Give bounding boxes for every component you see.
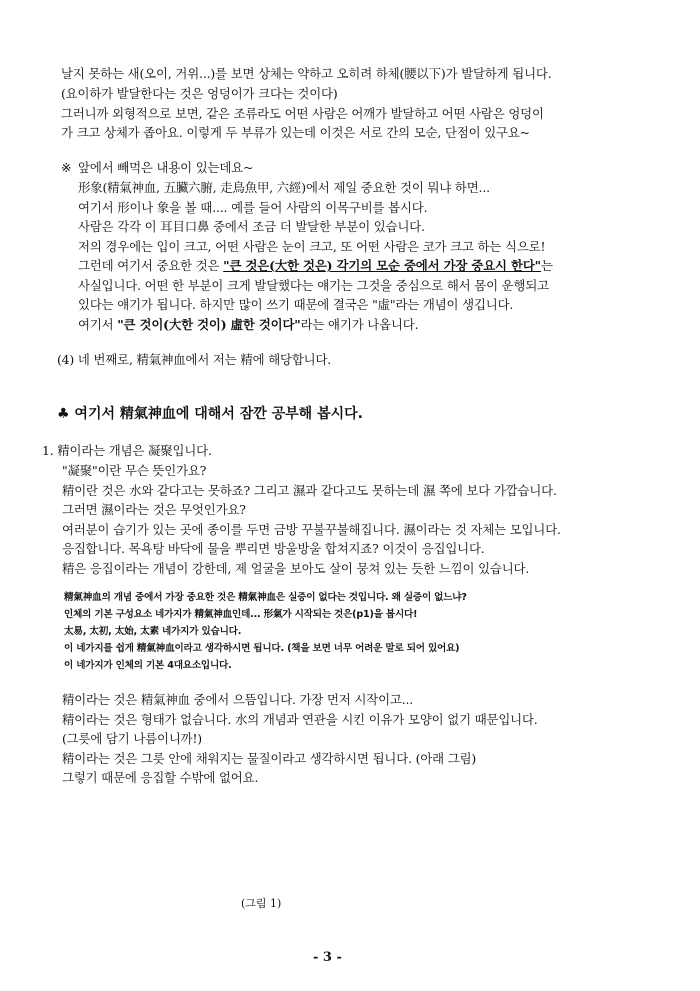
section1-line-3: 精이란 것은 水와 같다고는 못하죠? 그리고 濕과 같다고도 못하는데 濕 쪽에 보다 가깝습니다. [62, 483, 557, 498]
section1-line-7: 精은 응집이라는 개념이 강한데, 제 얼굴을 보아도 살이 뭉쳐 있는 듯한 느낌이 있습니다. [62, 561, 530, 576]
intro-line-1: 날지 못하는 새(오이, 거위...)를 보면 상체는 약하고 오히려 하체(腰以下)가 발달하게 됩니다. [61, 66, 552, 81]
section2-line-1: 精이라는 것은 精氣神血 중에서 으뜸입니다. 가장 먼저 시작이고... [62, 692, 414, 707]
note-key-line-underlined: "큰 것은(大한 것은) 각기의 모순 중에서 가장 중요시 한다" [223, 258, 541, 273]
section2-line-4: 精이라는 것은 그릇 안에 채워지는 물질이라고 생각하시면 됩니다. (아래 그림) [62, 751, 477, 766]
intro-line-4: 가 크고 상체가 좁아요. 이렇게 두 부류가 있는데 이것은 서로 간의 모순, 단점이 있구요~ [61, 125, 530, 140]
section-heading: ♣ 여기서 精氣神血에 대해서 잠깐 공부해 봅시다. [57, 406, 363, 422]
small-note-line-5: 이 네가지가 인체의 기본 4대요소입니다. [64, 660, 232, 671]
note-key-line-post: 는 [540, 258, 553, 273]
note-line-4: 사람은 각각 이 耳目口鼻 중에서 조금 더 발달한 부분이 있습니다. [78, 219, 425, 234]
note-last-line-post: 라는 얘기가 나옵니다. [300, 317, 419, 332]
intro-line-3: 그러니까 외형적으로 보면, 같은 조류라도 어떤 사람은 어깨가 발달하고 어떤 사람은 엉덩이 [61, 106, 544, 121]
page-number: - 3 - [313, 950, 342, 965]
point-4: (4) 네 번째로, 精氣神血에서 저는 精에 해당합니다. [57, 352, 332, 367]
note-line-3: 여기서 形이나 象을 볼 때.... 예를 들어 사람의 이목구비를 봅시다. [78, 200, 428, 215]
note-key-line-pre: 그런데 여기서 중요한 것은 [78, 258, 224, 273]
small-note-line-2: 인체의 기본 구성요소 네가지가 精氣神血인데... 形氣가 시작되는 것은(p1)을 봅시다! [64, 609, 418, 620]
small-note-line-3: 太易, 太初, 太始, 太素 네가지가 있습니다. [64, 626, 242, 637]
note-last-line [78, 317, 418, 333]
note-line-2: 形象(精氣神血, 五臟六腑, 走鳥魚甲, 六經)에서 제일 중요한 것이 뭐냐 하면... [78, 180, 490, 195]
small-note-line-4: 이 네가지를 쉽게 精氣神血이라고 생각하시면 됩니다. (책을 보면 너무 어려운 말로 되어 있어요) [64, 643, 460, 654]
section1-line-2: "凝聚"이란 무슨 뜻인가요? [62, 463, 207, 478]
note-line-7: 있다는 얘기가 됩니다. 하지만 많이 쓰기 때문에 결국은 "虛"라는 개념이 생깁니다. [78, 297, 514, 312]
note-last-line-pre: 여기서 [78, 317, 118, 332]
section1-line-6: 응집합니다. 목욕탕 바닥에 물을 뿌리면 방울방울 합쳐지죠? 이것이 응집입니다. [62, 541, 485, 556]
section1-line-1: 1. 精이라는 개념은 凝聚입니다. [42, 443, 212, 458]
note-line-5: 저의 경우에는 입이 크고, 어떤 사람은 눈이 크고, 또 어떤 사람은 코가 크고 하는 식으로! [78, 239, 546, 254]
small-note-line-1: 精氣神血의 개념 중에서 가장 중요한 것은 精氣神血은 실증이 없다는 것입니다. 왜 실증이 없느냐? [64, 592, 467, 603]
note-mark: ※ [61, 160, 72, 175]
note-line-6: 사실입니다. 어떤 한 부분이 크게 발달했다는 얘기는 그것을 중심으로 해서 몸이 운행되고 [78, 278, 549, 293]
note-last-line-bold: "큰 것이(大한 것이) 虛한 것이다" [117, 317, 301, 332]
section2-line-3: (그릇에 담기 나름이니까!) [62, 731, 202, 746]
section2-line-2: 精이라는 것은 형태가 없습니다. 水의 개념과 연관을 시킨 이유가 모양이 없기 때문입니다. [62, 712, 538, 727]
section1-line-4: 그러면 濕이라는 것은 무엇인가요? [62, 502, 246, 517]
section1-line-5: 여러분이 습기가 있는 곳에 종이를 두면 금방 꾸불꾸불해집니다. 濕이라는 것 자체는 모입니다. [62, 522, 561, 537]
note-key-line [78, 258, 553, 274]
figure-caption: (그림 1) [241, 897, 282, 910]
section2-line-5: 그렇기 때문에 응집할 수밖에 없어요. [62, 770, 259, 785]
intro-line-2: (요이하가 발달한다는 것은 엉덩이가 크다는 것이다) [61, 86, 338, 101]
note-line-1: 앞에서 빼먹은 내용이 있는데요~ [78, 160, 254, 175]
